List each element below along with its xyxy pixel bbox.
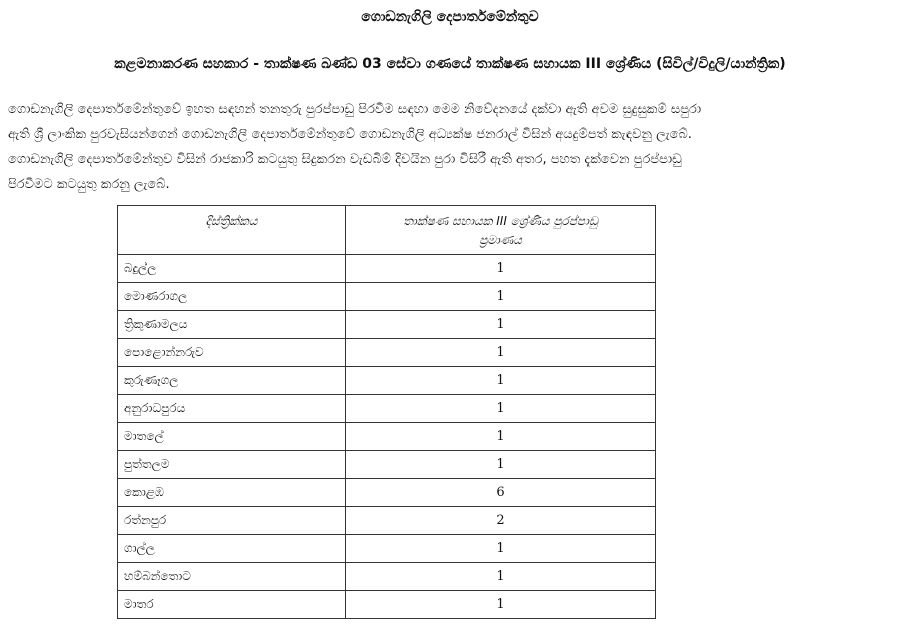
department-title: ගොඩනැගිලි දෙපාර්තමේන්තුව — [361, 9, 539, 25]
district-cell: අනුරාධපුරය — [118, 395, 346, 423]
district-cell: කොළඹ — [118, 479, 346, 507]
notice-title: කළමනාකරණ සහකාර - තාක්ෂණ ඛණ්ඩ 03 සේවා ගණයේ තාක්ෂණ සහායක III ශ්‍රේණිය (සිවිල්/විදුලි/යාන්ත්‍රික) — [114, 56, 786, 72]
table-row — [118, 507, 656, 535]
intro-line: ඇති ශ්‍රී ලාංකික පුරවැසියන්ගෙන් ගොඩනැගිලි දෙපාර්තමේන්තුවේ ගොඩනැගිලි අධ්‍යක්ෂ ජනරාල් විසින් අයදුම්පත් කැඳවනු ලැබේ. — [8, 127, 692, 142]
district-cell: හම්බන්තොට — [118, 563, 346, 591]
intro-line: පිරවීමට කටයුතු කරනු ලැබේ. — [8, 177, 170, 192]
table-row — [118, 423, 656, 451]
district-cell: මාතලේ — [118, 423, 346, 451]
district-cell: ගාල්ල — [118, 535, 346, 563]
intro-paragraph — [8, 97, 892, 197]
vacancy-count-cell: 1 — [346, 395, 656, 423]
vacancy-count-cell: 2 — [346, 507, 656, 535]
vacancy-count-header-line1: තාක්ෂණ සහායක III ශ්‍රේණිය පුරප්පාඩු — [403, 214, 598, 228]
district-cell: රත්නපුර — [118, 507, 346, 535]
vacancy-count-cell: 1 — [346, 423, 656, 451]
district-cell: මොණරාගල — [118, 283, 346, 311]
district-cell: බදුල්ල — [118, 255, 346, 283]
vacancy-count-cell: 1 — [346, 563, 656, 591]
table-row — [118, 451, 656, 479]
table-row — [118, 255, 656, 283]
vacancy-count-cell: 1 — [346, 367, 656, 395]
vacancy-table — [117, 205, 656, 619]
table-row — [118, 339, 656, 367]
vacancy-count-header-line2: ප්‍රමාණය — [479, 233, 522, 247]
district-cell: පුත්තලම — [118, 451, 346, 479]
table-row — [118, 563, 656, 591]
vacancy-count-cell: 1 — [346, 339, 656, 367]
intro-line: ගොඩනැගිලි දෙපාර්තමේන්තුව විසින් රාජකාරි කටයුතු සිදුකරන වැඩබිම් දිවයින පුරා විසිරී ඇති අතර, පහත දැක්වෙන පුරප්පාඩු — [8, 152, 682, 167]
vacancy-count-cell: 1 — [346, 311, 656, 339]
vacancy-count-cell: 1 — [346, 283, 656, 311]
table-row — [118, 395, 656, 423]
district-column-header: දිස්ත්‍රික්කය — [118, 206, 346, 255]
table-row — [118, 479, 656, 507]
vacancy-count-cell: 1 — [346, 535, 656, 563]
district-cell: පොළොන්නරුව — [118, 339, 346, 367]
table-row — [118, 535, 656, 563]
vacancy-count-cell: 1 — [346, 451, 656, 479]
table-row — [118, 591, 656, 619]
vacancy-count-column-header — [346, 206, 656, 255]
district-cell: මාතර — [118, 591, 346, 619]
table-row — [118, 367, 656, 395]
district-cell: කුරුණෑගල — [118, 367, 346, 395]
table-header-row — [118, 206, 656, 255]
table-row — [118, 283, 656, 311]
table-row — [118, 311, 656, 339]
vacancy-count-cell: 1 — [346, 591, 656, 619]
intro-line: ගොඩනැගිලි දෙපාර්තමේන්තුවේ ඉහත සඳහන් තනතුරු පුරප්පාඩු පිරවීම සඳහා මෙම නිවේදනයේ දක්වා ඇති අවම සුදුසුකම් සපුරා — [8, 102, 702, 117]
vacancy-count-cell: 1 — [346, 255, 656, 283]
vacancy-count-cell: 6 — [346, 479, 656, 507]
district-cell: ත්‍රිකුණාමලය — [118, 311, 346, 339]
